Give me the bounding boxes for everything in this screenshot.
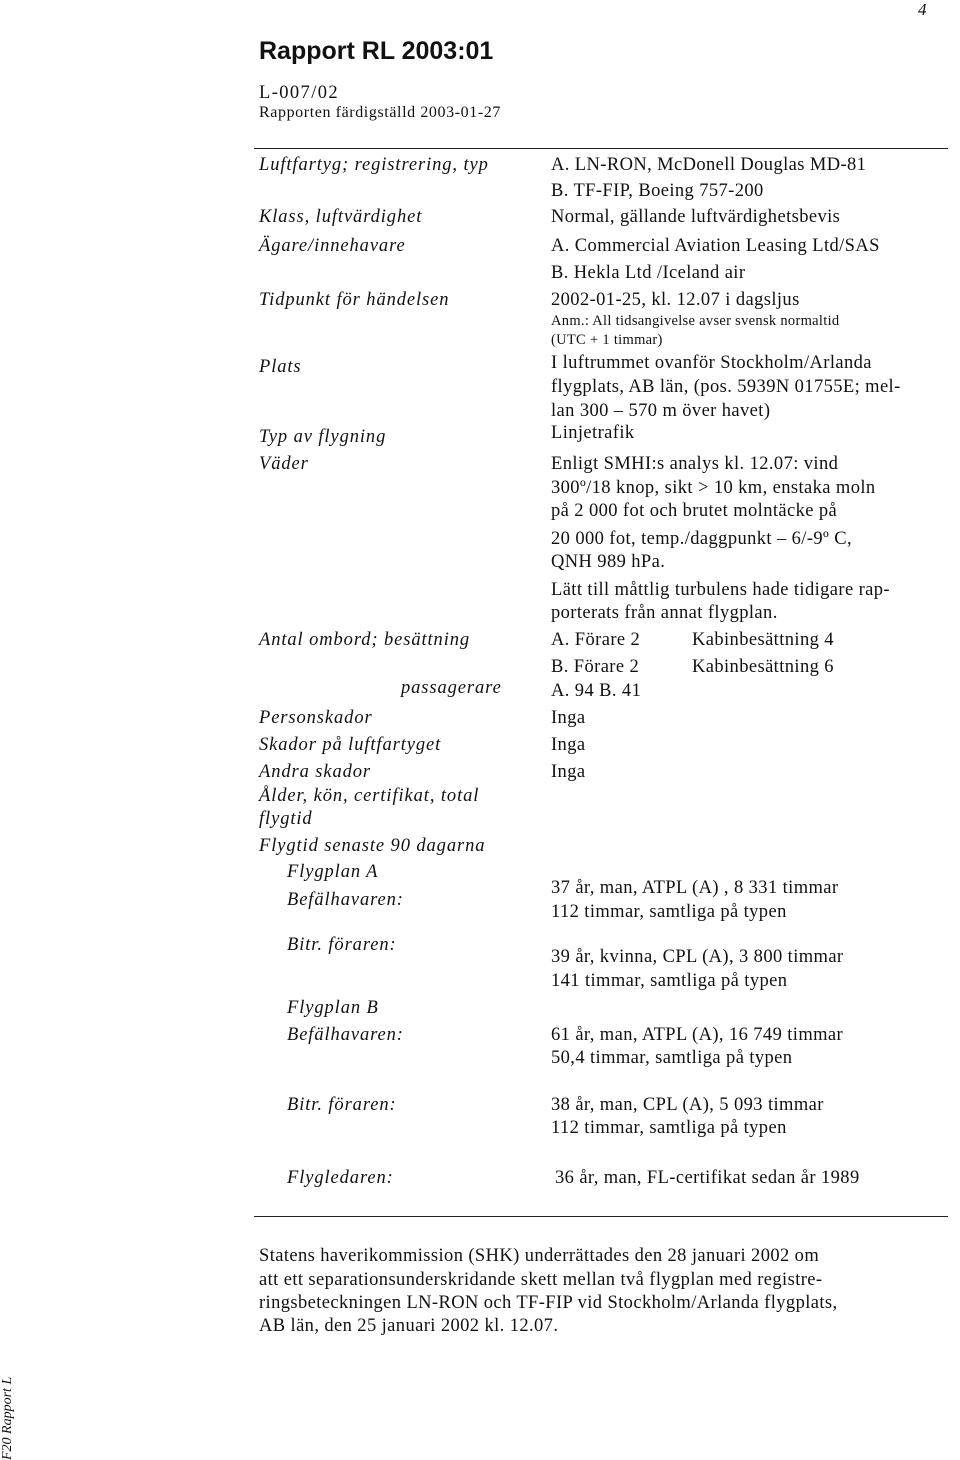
other-damage-value: Inga [551, 762, 586, 782]
plane-a-label: Flygplan A [287, 862, 379, 882]
weather-value-6: Lätt till måttlig turbulens hade tidigare rap- [551, 580, 890, 600]
time-note: Anm.: All tidsangivelse avser svensk normaltid [551, 313, 840, 329]
crew-a-cabin: Kabinbesättning 4 [692, 630, 834, 650]
owner-label: Ägare/innehavare [259, 236, 406, 256]
crew-b-pilots: B. Förare 2 [551, 657, 640, 677]
weather-value-7: porterats från annat flygplan. [551, 603, 778, 623]
place-value-2: flygplats, AB län, (pos. 5939N 01755E; mel- [551, 377, 901, 397]
weather-value-2: 300º/18 knop, sikt > 10 km, enstaka moln [551, 478, 876, 498]
summary-divider [254, 1216, 948, 1217]
aircraft-a-value: A. LN-RON, McDonell Douglas MD-81 [551, 155, 867, 175]
captain-a-label: Befälhavaren: [287, 890, 404, 910]
atc-value: 36 år, man, FL-certifikat sedan år 1989 [555, 1168, 860, 1188]
class-label: Klass, luftvärdighet [259, 207, 423, 227]
weather-value-5: QNH 989 hPa. [551, 552, 666, 572]
time-value: 2002-01-25, kl. 12.07 i dagsljus [551, 290, 800, 310]
captain-a-value: 37 år, man, ATPL (A) , 8 331 timmar [551, 878, 839, 898]
captain-b-label: Befälhavaren: [287, 1025, 404, 1045]
owner-b-value: B. Hekla Ltd /Iceland air [551, 263, 746, 283]
class-value: Normal, gällande luftvärdighetsbevis [551, 207, 841, 227]
copilot-b-hours: 112 timmar, samtliga på typen [551, 1118, 787, 1138]
injuries-label: Personskador [259, 708, 373, 728]
place-label: Plats [259, 357, 302, 377]
page-number: 4 [918, 0, 927, 19]
copilot-b-label: Bitr. föraren: [287, 1095, 397, 1115]
passengers-label: passagerare [401, 678, 502, 698]
flight-type-label: Typ av flygning [259, 427, 387, 447]
form-side-label: F20 Rapport L [0, 1376, 15, 1460]
atc-label: Flygledaren: [287, 1168, 394, 1188]
weather-label: Väder [259, 454, 309, 474]
aircraft-b-value: B. TF-FIP, Boeing 757-200 [551, 181, 764, 201]
summary-line-4: AB län, den 25 januari 2002 kl. 12.07. [259, 1316, 559, 1336]
copilot-a-hours: 141 timmar, samtliga på typen [551, 971, 788, 991]
weather-value-4: 20 000 fot, temp./daggpunkt – 6/-9º C, [551, 529, 852, 549]
crew-a-pilots: A. Förare 2 [551, 630, 641, 650]
owner-a-value: A. Commercial Aviation Leasing Ltd/SAS [551, 236, 880, 256]
age-label-2: flygtid [259, 809, 313, 829]
weather-value: Enligt SMHI:s analys kl. 12.07: vind [551, 454, 839, 474]
weather-value-3: på 2 000 fot och brutet molntäcke på [551, 501, 838, 521]
other-damage-label: Andra skador [259, 762, 372, 782]
completed-date: Rapporten färdigställd 2003-01-27 [259, 104, 501, 121]
summary-line-2: att ett separationsunderskridande skett mellan två flygplan med registre- [259, 1270, 823, 1290]
case-number: L-007/02 [259, 83, 340, 103]
time-label: Tidpunkt för händelsen [259, 290, 450, 310]
aircraft-label: Luftfartyg; registrering, typ [259, 155, 489, 175]
place-value: I luftrummet ovanför Stockholm/Arlanda [551, 353, 872, 373]
summary-line: Statens haverikommission (SHK) underrättades den 28 januari 2002 om [259, 1246, 820, 1266]
header-divider [254, 148, 948, 149]
place-value-3: lan 300 – 570 m över havet) [551, 401, 771, 421]
onboard-label: Antal ombord; besättning [259, 630, 471, 650]
copilot-b-value: 38 år, man, CPL (A), 5 093 timmar [551, 1095, 824, 1115]
aircraft-damage-value: Inga [551, 735, 586, 755]
captain-b-value: 61 år, man, ATPL (A), 16 749 timmar [551, 1025, 844, 1045]
report-title: Rapport RL 2003:01 [259, 37, 494, 65]
time-note-utc: (UTC + 1 timmar) [551, 332, 663, 348]
summary-line-3: ringsbeteckningen LN-RON och TF-FIP vid Stockholm/Arlanda flygplats, [259, 1293, 838, 1313]
captain-a-hours: 112 timmar, samtliga på typen [551, 902, 787, 922]
recent-hours-label: Flygtid senaste 90 dagarna [259, 836, 486, 856]
flight-type-value: Linjetrafik [551, 423, 635, 443]
copilot-a-value: 39 år, kvinna, CPL (A), 3 800 timmar [551, 947, 844, 967]
passengers-value: A. 94 B. 41 [551, 681, 642, 701]
copilot-a-label: Bitr. föraren: [287, 935, 397, 955]
crew-b-cabin: Kabinbesättning 6 [692, 657, 834, 677]
plane-b-label: Flygplan B [287, 998, 379, 1018]
injuries-value: Inga [551, 708, 586, 728]
captain-b-hours: 50,4 timmar, samtliga på typen [551, 1048, 793, 1068]
age-label: Ålder, kön, certifikat, total [259, 786, 480, 806]
aircraft-damage-label: Skador på luftfartyget [259, 735, 442, 755]
